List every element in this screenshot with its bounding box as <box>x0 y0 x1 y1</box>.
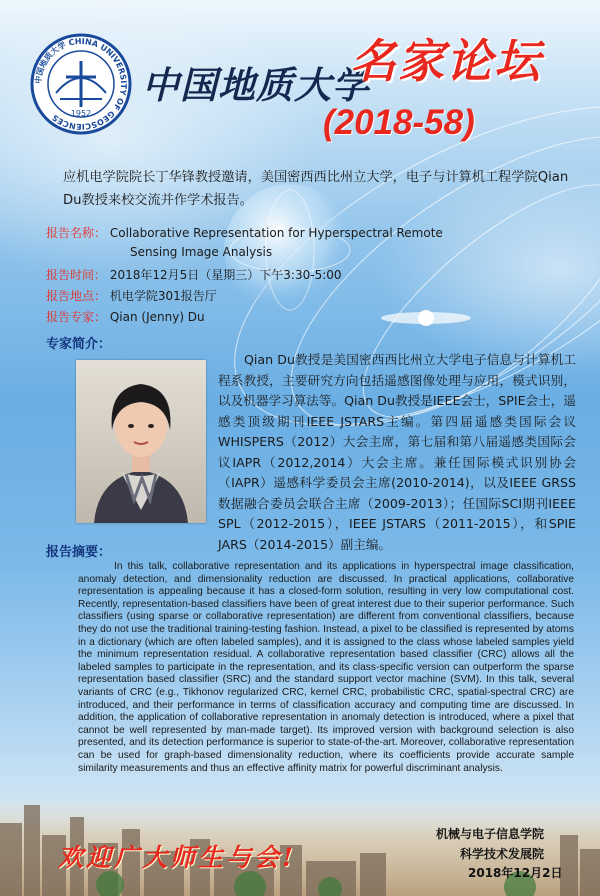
speaker-photo <box>76 360 206 523</box>
talk-title-label: 报告名称： <box>46 226 107 240</box>
talk-place-label: 报告地点： <box>46 289 107 303</box>
organizer-2: 科学技术发展院 <box>460 847 545 861</box>
expert-bio: Qian Du教授是美国密西西比州立大学电子信息与计算机工程系教授，主要研究方向包括遥感图像处理与应用，模式识别，以及机器学习算法等。Qian Du教授是IEEE会士，SPIE会士，遥感类顶级期刊IEEE JSTARS主编。第四届遥感类国际会议WHISPERS（2012）大会主席，第七届和第八届遥感类国际会议IAPR（2012,2014）大会主席。兼任国际模式识别协会（IAPR）遥感科学委员会主席(2010-2014)，以及IEEE GRSS数据融合委员会联合主席（2009-2013）；任国际SCI期刊IEEE SPL（2012-2015），IEEE JSTARS（2011-2015），和SPIE JARS（2014-2015）副主编。 <box>218 352 576 552</box>
talk-place-value: 机电学院301报告厅 <box>109 289 217 303</box>
expert-heading: 专家简介： <box>46 337 112 352</box>
logo-year: 1952 <box>70 109 92 118</box>
welcome-slogan: 欢迎广大师生与会! <box>58 843 296 872</box>
talk-speaker-value: Qian (Jenny) Du <box>109 310 205 324</box>
talk-place-row <box>46 287 217 304</box>
forum-title: 名家论坛 <box>350 34 542 88</box>
talk-title-line2: Sensing Image Analysis <box>130 245 273 259</box>
forum-number: (2018-58) <box>323 103 475 142</box>
light-flare <box>376 288 476 348</box>
talk-time-value: 2018年12月5日（星期三）下午3:30-5:00 <box>109 268 342 282</box>
talk-title-line1: Collaborative Representation for Hyperspectral Remote <box>109 226 443 240</box>
university-logo <box>30 33 132 135</box>
issue-date: 2018年12月2日 <box>468 866 563 880</box>
talk-speaker-row <box>46 308 205 325</box>
organizer-1: 机械与电子信息学院 <box>436 827 545 841</box>
talk-title-row-2 <box>130 245 272 259</box>
talk-time-row <box>46 266 342 283</box>
talk-speaker-label: 报告专家： <box>46 310 107 324</box>
university-name: 中国地质大学 <box>142 63 370 107</box>
talk-time-label: 报告时间： <box>46 268 107 282</box>
logo-ring-text: 中国地质大学 CHINA UNIVERSITY OF GEOSCIENCES <box>33 36 129 132</box>
abstract-heading: 报告摘要： <box>46 545 112 560</box>
intro-text: 应机电学院院长丁华锋教授邀请，美国密西西比州立大学，电子与计算机工程学院Qian Du教授来校交流并作学术报告。 <box>63 170 569 208</box>
abstract-text: In this talk, collaborative representation and its applications in hyperspectral image classification, anomaly detection, and dimensionality reduction are discussed. In practical applications, collaborative representation is appealing because it has a closed-form solution, resulting in very low computational cost. Recently, representation-based classifiers have been of great interest due to their superior performance. Such classifiers (using sparse or collaborative representation) are different from conventional classifiers, because they do not use the traditional training-testing fashion. Instead, a pixel to be classified is represented by atoms in a dictionary (which are often labeled samples), and it is assigned to the class whose labeled samples yield the minimum representation residual. A collaborative representation based classifier (CRC) allows all the labeled samples to participate in the representation, and its class-specific version can outperform the sparse representation based classifier (SRC) and the standard support vector machine (SVM). In this talk, several variants of CRC (e.g., Tikhonov regularized CRC, kernel CRC, probabilistic CRC, spatial-spectral CRC) are introduced, and their performance in terms of classification accuracy and computing time are discussed. In addition, the application of collaborative representation in anomaly detection is introduced, where a pixel that cannot be well represented by man-made target). Its improved version with background selection is also presented, and its detection performance is superior to state-of-the-art. Moreover, collaborative representation can be used for graph-based dimensionality reduction, where its coefficients provide accurate sample similarity measurements and thus an effective affinity matrix for powerful discriminant analysis. <box>78 561 574 774</box>
talk-title-row <box>46 224 443 241</box>
